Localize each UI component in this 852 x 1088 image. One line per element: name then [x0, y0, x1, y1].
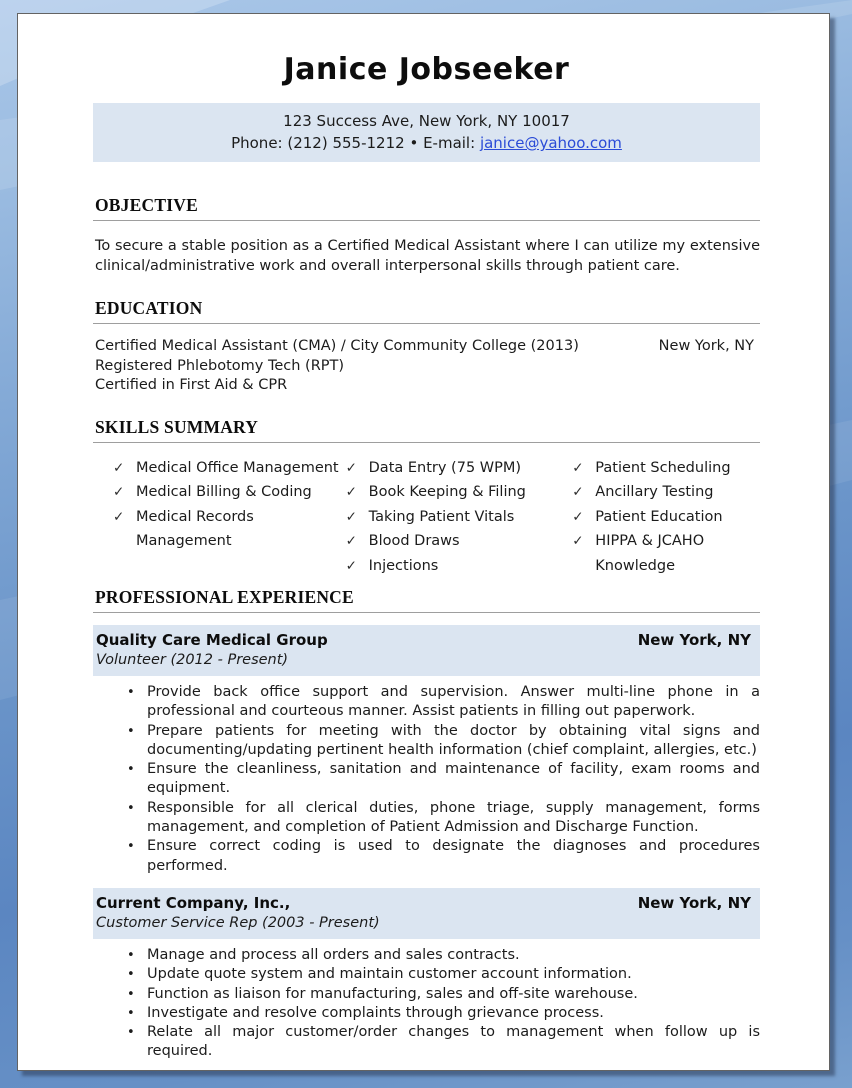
job-bullet: • Responsible for all clerical duties, phone triage, supply management, forms management, and completion of Patient Admission and Discharge Function.: [127, 799, 760, 838]
skill-item: [572, 480, 760, 505]
job-location: New York, NY: [637, 631, 751, 649]
skill-item: [572, 529, 760, 578]
skills-column-1: [113, 456, 346, 579]
section-experience: [93, 587, 760, 1062]
skill-label: Blood Draws: [368, 533, 460, 549]
education-entry-text: Certified in First Aid & CPR: [95, 377, 288, 393]
skills-grid: [113, 456, 760, 579]
skill-label: Medical Records Management: [136, 508, 254, 549]
education-entry-location: New York, NY: [658, 338, 754, 354]
skill-item: [346, 480, 573, 505]
resume-page: [17, 13, 830, 1071]
education-entry: [95, 337, 760, 357]
education-entry: [95, 357, 760, 377]
job-bullet: • Ensure the cleanliness, sanitation and maintenance of facility, exam rooms and equipment.: [127, 760, 760, 799]
checkmark-icon: ✓: [345, 533, 357, 549]
education-heading: EDUCATION: [95, 298, 203, 318]
section-rule: [93, 220, 760, 221]
email-link[interactable]: janice@yahoo.com: [479, 134, 622, 152]
checkmark-icon: ✓: [113, 459, 125, 476]
contact-info-band: [93, 103, 760, 162]
job-entry: [93, 888, 760, 1062]
contact-phone-email-prefix: Phone: (212) 555-1212 • E-mail:: [231, 134, 476, 152]
objective-heading: OBJECTIVE: [95, 195, 198, 215]
job-bullet: • Provide back office support and supervision. Answer multi-line phone in a professional and courteous manner. Assist patients in filling out paperwork.: [127, 683, 760, 722]
skill-label: Medical Office Management: [136, 459, 339, 476]
checkmark-icon: ✓: [572, 459, 584, 476]
section-rule: [93, 442, 760, 443]
skill-item: [346, 456, 573, 481]
job-header-row: [96, 630, 751, 650]
checkmark-icon: ✓: [572, 508, 584, 525]
skill-label: Taking Patient Vitals: [368, 508, 515, 525]
job-company: Current Company, Inc.,: [96, 893, 291, 912]
checkmark-icon: ✓: [113, 484, 125, 500]
section-rule: [93, 612, 760, 613]
job-bullet-list: [127, 946, 760, 1062]
job-bullet: • Manage and process all orders and sales contracts.: [127, 946, 760, 965]
job-bullet: • Investigate and resolve complaints through grievance process.: [127, 1004, 760, 1023]
job-role: Volunteer (2012 - Present): [96, 652, 289, 668]
skill-item: [572, 505, 760, 530]
contact-phone-email-line: [93, 132, 760, 154]
job-bullet: • Relate all major customer/order changes to management when follow up is required.: [127, 1023, 760, 1062]
skill-item: [572, 456, 760, 481]
checkmark-icon: ✓: [345, 557, 357, 574]
job-location: New York, NY: [637, 893, 751, 912]
checkmark-icon: ✓: [572, 533, 584, 549]
skill-label: HIPPA & JCAHO Knowledge: [595, 533, 705, 574]
section-objective: [93, 195, 760, 276]
checkmark-icon: ✓: [572, 484, 584, 500]
skill-item: [113, 456, 346, 481]
experience-heading: PROFESSIONAL EXPERIENCE: [95, 587, 354, 607]
skill-label: Ancillary Testing: [595, 484, 714, 500]
job-header-row: [96, 893, 751, 913]
skill-label: Data Entry (75 WPM): [368, 459, 522, 476]
job-header-band: [93, 888, 760, 939]
section-skills: [93, 417, 760, 579]
checkmark-icon: ✓: [345, 508, 357, 525]
job-bullet: • Update quote system and maintain customer account information.: [127, 965, 760, 984]
education-list: [93, 337, 760, 396]
skills-column-2: [346, 456, 573, 579]
job-company: Quality Care Medical Group: [96, 631, 328, 649]
skill-item: [346, 529, 573, 554]
skill-label: Book Keeping & Filing: [368, 484, 526, 500]
objective-text: To secure a stable position as a Certified Medical Assistant where I can utilize my extensive clinical/administrative work and overall interpersonal skills through patient care.: [95, 238, 760, 274]
education-entry-text: Registered Phlebotomy Tech (RPT): [95, 357, 345, 374]
candidate-name: Janice Jobseeker: [283, 52, 570, 87]
skill-label: Patient Scheduling: [595, 459, 731, 476]
skill-label: Injections: [368, 557, 439, 574]
skill-item: [113, 480, 346, 505]
job-bullet-list: [127, 683, 760, 876]
education-entry: [95, 376, 760, 396]
skill-label: Patient Education: [595, 508, 723, 525]
job-entry: [93, 625, 760, 876]
skills-column-3: [572, 456, 760, 579]
skills-heading: SKILLS SUMMARY: [95, 416, 259, 437]
skill-item: [346, 505, 573, 530]
checkmark-icon: ✓: [113, 508, 125, 525]
skill-item: [113, 505, 346, 554]
section-education: [93, 298, 760, 396]
education-entry-text: Certified Medical Assistant (CMA) / City Community College (2013): [95, 338, 579, 354]
job-bullet: • Prepare patients for meeting with the doctor by obtaining vital signs and documenting/updating pertinent health information (chief complaint, allergies, etc.): [127, 722, 760, 761]
checkmark-icon: ✓: [345, 484, 357, 500]
skill-label: Medical Billing & Coding: [136, 484, 312, 500]
job-header-band: [93, 625, 760, 676]
job-bullet: • Ensure correct coding is used to designate the diagnoses and procedures performed.: [127, 837, 760, 876]
checkmark-icon: ✓: [345, 459, 357, 476]
section-rule: [93, 323, 760, 324]
job-bullet: • Function as liaison for manufacturing, sales and off-site warehouse.: [127, 985, 760, 1004]
skill-item: [346, 554, 573, 579]
contact-address: 123 Success Ave, New York, NY 10017: [283, 112, 570, 130]
job-role: Customer Service Rep (2003 - Present): [96, 914, 380, 931]
